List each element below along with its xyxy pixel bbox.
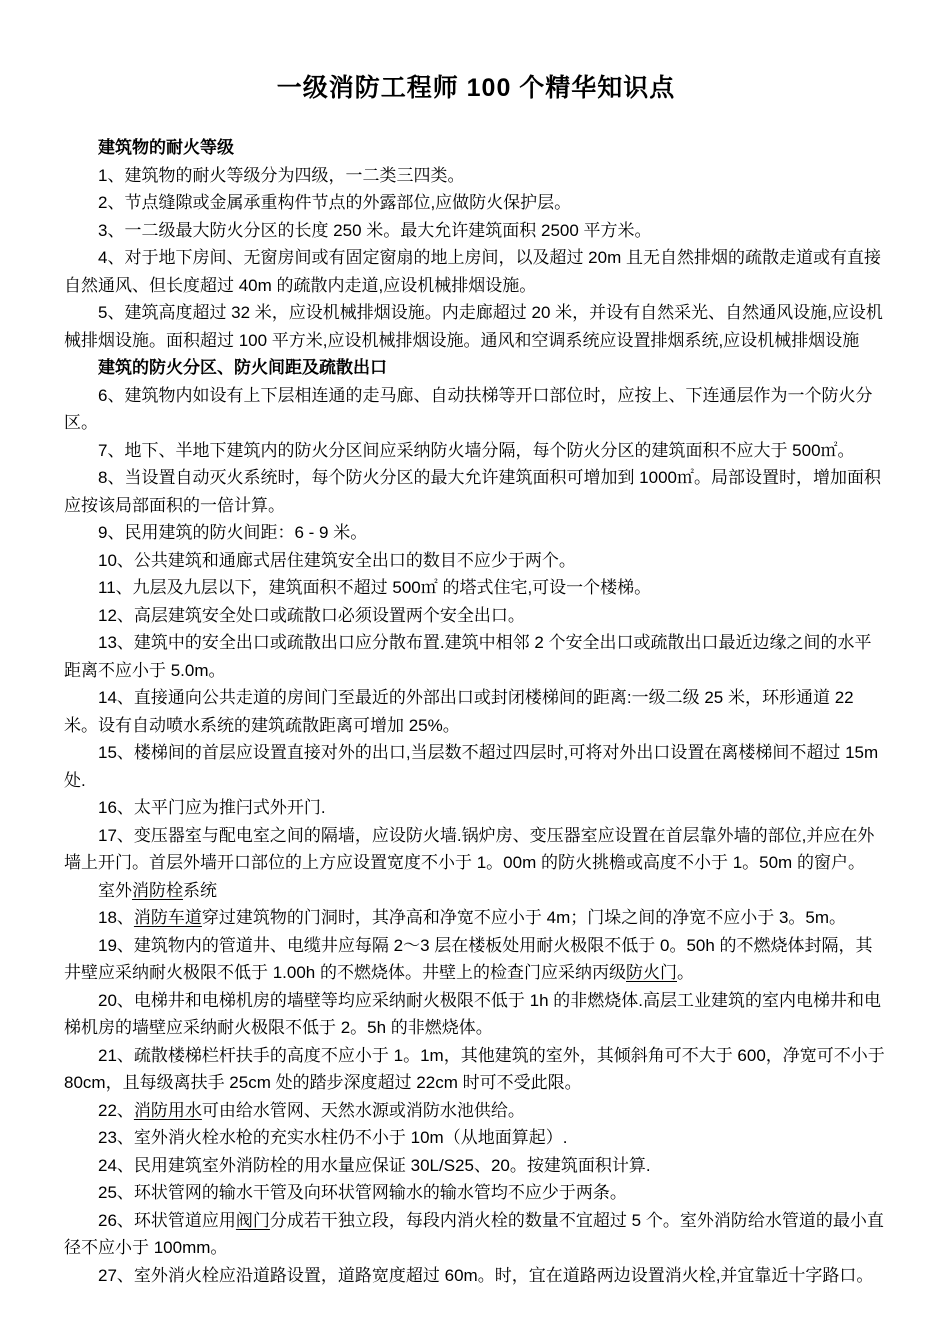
knowledge-point: [64, 299, 888, 354]
text-segment: 1、建筑物的耐火等级分为四级，一二类三四类。: [98, 165, 465, 185]
knowledge-point: [64, 794, 888, 822]
document-title: 一级消防工程师 100 个精华知识点: [276, 74, 676, 102]
text-segment: 9、民用建筑的防火间距：6 - 9 米。: [98, 523, 368, 542]
text-segment: 10、公共建筑和通廊式居住建筑安全出口的数目不应少于两个。: [98, 550, 576, 570]
text-segment: 14、直接通向公共走道的房间门至最近的外部出口或封闭楼梯间的距离:一级二级 25 米，环形通道 22 米。设有自动喷水系统的建筑疏散距离可增加 25%。: [64, 688, 854, 735]
text-segment: 13、建筑中的安全出口或疏散出口应分散布置.建筑中相邻 2 个安全出口或疏散出口最近边缘之间的水平距离不应小于 5.0m。: [64, 633, 872, 680]
text-segment: 6、建筑物内如设有上下层相连通的走马廊、自动扶梯等开口部位时，应按上、下连通层作为一个防火分区。: [64, 385, 873, 432]
text-segment: 18、: [98, 908, 134, 927]
section-subheading: [64, 877, 888, 905]
knowledge-point: [64, 519, 888, 547]
text-segment: 22、: [98, 1100, 134, 1120]
text-segment: 8、当设置自动灭火系统时，每个防火分区的最大允许建筑面积可增加到 1000㎡。局部设置时，增加面积应按该局部面积的一倍计算。: [64, 468, 881, 515]
knowledge-point: [64, 162, 888, 190]
underlined-term: 消防用水: [133, 1100, 202, 1120]
text-segment: 7、地下、半地下建筑内的防火分区间应采纳防火墙分隔，每个防火分区的建筑面积不应大于 500㎡。: [98, 440, 855, 460]
knowledge-point: [64, 684, 888, 739]
knowledge-point: [64, 1262, 888, 1290]
knowledge-point: [64, 739, 888, 794]
text-segment: 穿过建筑物的门洞时，其净高和净宽不应小于 4m；门垛之间的净宽不应小于 3。5m。: [201, 908, 847, 927]
text-segment: 3、一二级最大防火分区的长度 250 米。最大允许建筑面积 2500 平方米。: [98, 220, 652, 240]
knowledge-point: [64, 217, 888, 245]
text-segment: 12、高层建筑安全处口或疏散口必须设置两个安全出口。: [98, 605, 525, 625]
underlined-term: 消防车道: [133, 908, 202, 927]
text-segment: 23、室外消火栓水枪的充实水柱仍不小于 10m（从地面算起）.: [98, 1128, 568, 1147]
knowledge-point: [64, 1179, 888, 1207]
knowledge-point: [64, 574, 888, 602]
knowledge-point: [64, 904, 888, 932]
text-segment: 室外: [98, 880, 132, 900]
knowledge-point: [64, 1097, 888, 1125]
text-segment: 。: [677, 963, 694, 982]
underlined-term: 阀门: [235, 1210, 270, 1230]
knowledge-point: [64, 932, 888, 987]
knowledge-point: [64, 244, 888, 299]
knowledge-point: [64, 382, 888, 437]
text-segment: 21、疏散楼梯栏杆扶手的高度不应小于 1。1m，其他建筑的室外，其倾斜角可不大于 600，净宽可不小于 80cm，且每级离扶手 25cm 处的踏步深度超过 22cm 时可不受此限。: [64, 1045, 885, 1092]
text-segment: 建筑物的耐火等级: [98, 138, 234, 157]
knowledge-point: [64, 1207, 888, 1262]
knowledge-point: [64, 822, 888, 877]
knowledge-point: [64, 1042, 888, 1097]
knowledge-point: [64, 629, 888, 684]
text-segment: 19、建筑物内的管道井、电缆井应每隔 2～3 层在楼板处用耐火极限不低于 0。50h 的不燃烧体封隔，其井壁应采纳耐火极限不低于 1.00h 的不燃烧体。井壁上的检查门应采纳丙级: [64, 935, 873, 982]
knowledge-point: [64, 1152, 888, 1180]
knowledge-point: [64, 547, 888, 575]
section-heading: [64, 354, 888, 382]
section-heading: [64, 134, 888, 162]
text-segment: 5、建筑高度超过 32 米，应设机械排烟设施。内走廊超过 20 米，并设有自然采光、自然通风设施,应设机械排烟设施。面积超过 100 平方米,应设机械排烟设施。通风和空调系统应设置排烟系统,应设机械排烟设施: [64, 303, 883, 350]
text-segment: 建筑的防火分区、防火间距及疏散出口: [98, 358, 387, 377]
text-segment: 26、环状管道应用: [98, 1210, 236, 1230]
knowledge-point: [64, 464, 888, 519]
text-segment: 可由给水管网、天然水源或消防水池供给。: [201, 1100, 525, 1120]
text-segment: 分成若干独立段，每段内消火栓的数量不宜超过 5 个。室外消防给水管道的最小直径不应小于 100mm。: [64, 1210, 884, 1257]
text-segment: 2、节点缝隙或金属承重构件节点的外露部位,应做防火保护层。: [98, 193, 572, 212]
text-segment: 20、电梯井和电梯机房的墙壁等均应采纳耐火极限不低于 1h 的非燃烧体.高层工业建筑的室内电梯井和电梯机房的墙壁应采纳耐火极限不低于 2。5h 的非燃烧体。: [64, 990, 881, 1037]
knowledge-point: [64, 602, 888, 630]
text-segment: 15、楼梯间的首层应设置直接对外的出口,当层数不超过四层时,可将对外出口设置在离楼梯间不超过 15m 处.: [64, 743, 879, 790]
knowledge-point: [64, 189, 888, 217]
knowledge-point: [64, 437, 888, 465]
knowledge-point: [64, 1124, 888, 1152]
document-body: [64, 134, 888, 1289]
text-segment: 系统: [183, 880, 217, 900]
underlined-term: 消防栓: [132, 880, 183, 900]
text-segment: 24、民用建筑室外消防栓的用水量应保证 30L/S25、20。按建筑面积计算.: [98, 1155, 651, 1175]
text-segment: 25、环状管网的输水干管及向环状管网输水的输水管均不应少于两条。: [98, 1183, 627, 1202]
text-segment: 11、九层及九层以下，建筑面积不超过 500㎡ 的塔式住宅,可设一个楼梯。: [98, 578, 652, 597]
text-segment: 4、对于地下房间、无窗房间或有固定窗扇的地上房间，以及超过 20m 且无自然排烟的疏散走道或有直接自然通风、但长度超过 40m 的疏散内走道,应设机械排烟设施。: [64, 248, 881, 295]
knowledge-point: [64, 987, 888, 1042]
text-segment: 27、室外消火栓应沿道路设置，道路宽度超过 60m。时，宜在道路两边设置消火栓,并宜靠近十字路口。: [98, 1265, 874, 1285]
text-segment: 16、太平门应为推闩式外开门.: [98, 798, 326, 817]
text-segment: 17、变压器室与配电室之间的隔墙，应设防火墙.锅炉房、变压器室应设置在首层靠外墙的部位,并应在外墙上开门。首层外墙开口部位的上方应设置宽度不小于 1。00m 的防火挑檐或高度不小于 1。50m 的窗户。: [64, 825, 875, 872]
underlined-term: 防火门: [626, 963, 677, 982]
